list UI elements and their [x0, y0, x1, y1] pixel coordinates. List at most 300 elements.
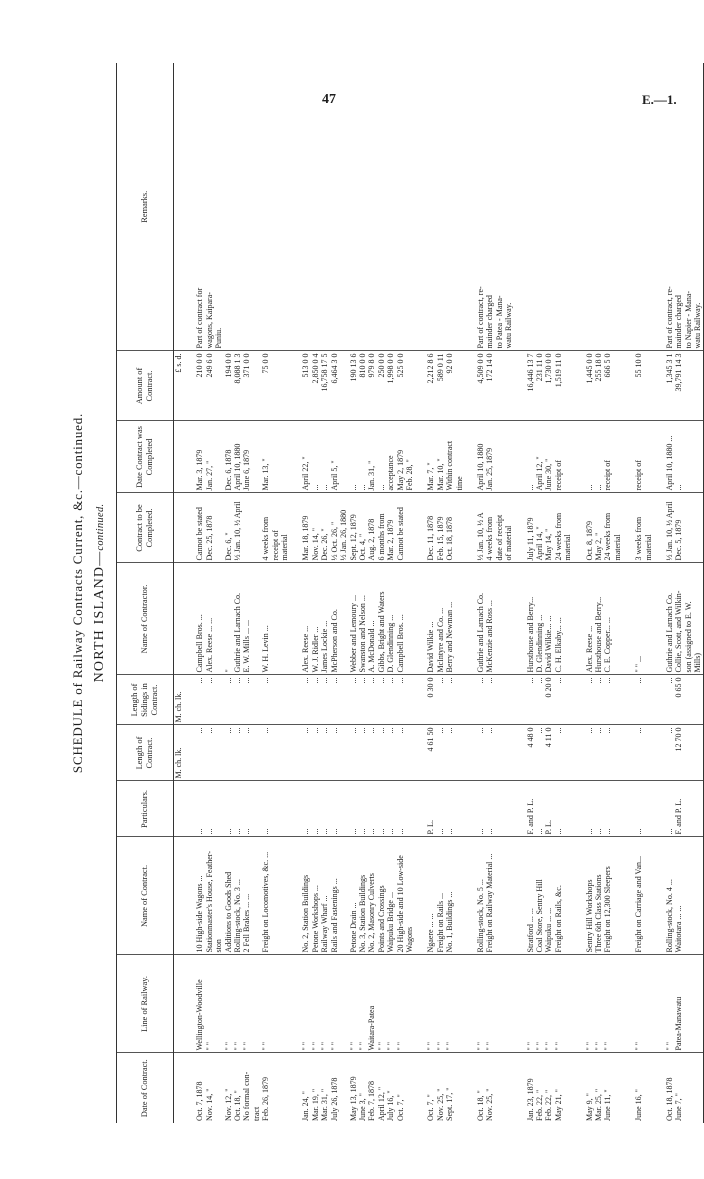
cell-completed: ...: [311, 421, 320, 493]
cell-particulars: ...: [311, 781, 320, 837]
cell-name: [339, 837, 348, 955]
cell-line: [613, 955, 622, 1053]
cell-particulars: [405, 781, 414, 837]
cell-completed: [613, 421, 622, 493]
table-row: [485, 63, 494, 1123]
cell-contractor: [339, 563, 348, 675]
cell-contractor: [252, 563, 261, 675]
cell-length: ...: [358, 725, 367, 781]
cell-name: Ngaere ... ...: [426, 837, 435, 955]
cell-to-complete: Sept. 12, 1879: [349, 493, 358, 563]
cell-sidings: [563, 675, 572, 725]
cell-date: April 12, ": [376, 1086, 386, 1121]
cell-sidings: ...: [367, 675, 376, 725]
table-row: [301, 63, 310, 1123]
cell-line: [693, 955, 703, 1053]
cell-remarks: [426, 63, 435, 351]
table-row: [377, 63, 386, 1123]
cell-length: 4 11 0: [544, 725, 553, 781]
cell-contractor: McPherson and Co.: [330, 563, 339, 675]
cell-remarks: mainder charged: [674, 63, 683, 351]
cell-date: [455, 1053, 464, 1123]
cell-to-complete: Aug. 2, 1878: [367, 493, 376, 563]
cell-length: [644, 725, 653, 781]
cell-remarks: [405, 63, 414, 351]
cell-date: Nov. 25, ": [435, 1088, 445, 1121]
cell-to-complete: [684, 493, 693, 563]
cell-particulars: F. and P. L.: [674, 781, 683, 837]
cell-particulars: [684, 781, 693, 837]
cell-amount: 1,519 11 0: [554, 351, 563, 421]
cell-particulars: ...: [585, 781, 594, 837]
cell-line: " ": [301, 955, 310, 1053]
cell-contractor: [455, 563, 464, 675]
cell-completed: April 12, ": [535, 421, 544, 493]
cell-length: ...: [594, 725, 603, 781]
cell-amount: 2,850 0 4: [311, 351, 320, 421]
cell-length: ...: [301, 725, 310, 781]
cell-particulars: P. L.: [544, 781, 553, 837]
cell-line: " ": [594, 955, 603, 1053]
cell-length: ...: [665, 725, 674, 781]
cell-line: [339, 955, 348, 1053]
cell-sidings: ...: [311, 675, 320, 725]
rotated-schedule: [66, 63, 703, 1123]
cell-amount: 4,509 0 0: [476, 351, 485, 421]
cell-line: " ": [603, 955, 612, 1053]
cell-to-complete: of material: [504, 493, 513, 563]
cell-to-complete: [693, 493, 703, 563]
cell-line: " ": [311, 955, 320, 1053]
cell-sidings: ...: [585, 675, 594, 725]
cell-length: [252, 725, 261, 781]
cell-name: Three 6th Class Stations: [594, 837, 603, 955]
cell-contractor: ": [224, 563, 233, 675]
cell-amount: 1,730 0 0: [544, 351, 553, 421]
cell-length: [280, 725, 289, 781]
cell-sidings: [280, 675, 289, 725]
table-row: [563, 63, 572, 1123]
cell-to-complete: 3 weeks from: [634, 493, 643, 563]
cell-contractor: [214, 563, 223, 675]
cell-remarks: [594, 63, 603, 351]
cell-completed: [504, 421, 513, 493]
cell-name: [684, 837, 693, 955]
cell-particulars: ...: [377, 781, 386, 837]
cell-date: June 7, ": [674, 1093, 684, 1121]
cell-remarks: [233, 63, 242, 351]
cell-contractor: [495, 563, 504, 675]
cell-particulars: ...: [386, 781, 395, 837]
cell-line: [684, 955, 693, 1053]
cell-name: Points and Crossings: [377, 837, 386, 955]
cell-to-complete: ½ Jan. 10, ½ April: [233, 493, 242, 563]
cell-line: " ": [386, 955, 395, 1053]
col-length: Length of Contract.: [117, 725, 174, 781]
cell-particulars: ...: [485, 781, 494, 837]
cell-line: [495, 955, 504, 1053]
cell-name: Wagons: [405, 837, 414, 955]
cell-sidings: ...: [386, 675, 395, 725]
cell-sidings: ...: [242, 675, 251, 725]
cell-completed: April 22, ": [301, 421, 310, 493]
cell-completed: [563, 421, 572, 493]
cell-name: Freight on 12,300 Sleepers: [603, 837, 612, 955]
cell-amount: 210 0 0: [195, 351, 204, 421]
cell-line: [280, 955, 289, 1053]
cell-completed: Jan. 27, ": [205, 421, 214, 493]
group-spacer: [464, 63, 476, 1123]
cell-completed: ...: [349, 421, 358, 493]
cell-name: No. 2, Station Buildings: [301, 837, 310, 955]
cell-name: Sentry Hill Workshops: [585, 837, 594, 955]
cell-to-complete: Dec. 25, 1878: [205, 493, 214, 563]
cell-sidings: ...: [195, 675, 204, 725]
cell-to-complete: material: [644, 493, 653, 563]
cell-length: ...: [585, 725, 594, 781]
cell-particulars: [455, 781, 464, 837]
table-row: [504, 63, 513, 1123]
cell-completed: May 2, 1879: [396, 421, 405, 493]
cell-particulars: [271, 781, 280, 837]
cell-length: [693, 725, 703, 781]
cell-particulars: ...: [233, 781, 242, 837]
cell-name: [271, 837, 280, 955]
cell-amount: [455, 351, 464, 421]
cell-name: Additions to Goods Shed: [224, 837, 233, 955]
cell-completed: ...: [358, 421, 367, 493]
cell-to-complete: [214, 493, 223, 563]
cell-amount: 172 14 0: [485, 351, 494, 421]
cell-line: " ": [320, 955, 329, 1053]
cell-line: Patea-Manawatu: [674, 955, 683, 1053]
cell-particulars: ...: [367, 781, 376, 837]
cell-remarks: to Napier - Mana-: [684, 63, 693, 351]
cell-completed: Mar. 10, ": [436, 421, 445, 493]
cell-particulars: ...: [330, 781, 339, 837]
table-row: [554, 63, 563, 1123]
cell-sidings: ...: [261, 675, 270, 725]
cell-to-complete: Nov. 14, ": [311, 493, 320, 563]
table-row: [544, 63, 553, 1123]
cell-contractor: David Wilkie ...: [426, 563, 435, 675]
cell-contractor: C. H. Elkaby... ...: [554, 563, 563, 675]
table-row: [396, 63, 405, 1123]
cell-sidings: [644, 675, 653, 725]
cell-line: [504, 955, 513, 1053]
table-row: [330, 63, 339, 1123]
cell-remarks: [436, 63, 445, 351]
cell-remarks: [563, 63, 572, 351]
cell-name: [252, 837, 261, 955]
cell-length: ...: [367, 725, 376, 781]
cell-sidings: ...: [526, 675, 535, 725]
cell-sidings: [214, 675, 223, 725]
cell-remarks: [339, 63, 348, 351]
cell-completed: Within contract: [445, 421, 454, 493]
cell-name: Freight on Rails, &c.: [554, 837, 563, 955]
cell-sidings: [271, 675, 280, 725]
cell-completed: Feb. 28, ": [405, 421, 414, 493]
cell-particulars: ...: [665, 781, 674, 837]
cell-remarks: [224, 63, 233, 351]
cell-remarks: wagons, Kaipara-: [205, 63, 214, 351]
cell-amount: 250 0 0: [377, 351, 386, 421]
cell-contractor: [271, 563, 280, 675]
cell-name: Freight on Carriage and Van...: [634, 837, 643, 955]
cell-length: [684, 725, 693, 781]
table-row: [339, 63, 348, 1123]
cell-length: ...: [195, 725, 204, 781]
cell-remarks: to Patea - Mana-: [495, 63, 504, 351]
table-row: [644, 63, 653, 1123]
cell-line: " ": [261, 955, 270, 1053]
cell-date: [214, 1053, 223, 1123]
cell-amount: [271, 351, 280, 421]
cell-amount: [613, 351, 622, 421]
cell-date: Feb. 7, 1878: [367, 1081, 377, 1121]
cell-name: No. 3, Station Buildings: [358, 837, 367, 955]
cell-amount: [563, 351, 572, 421]
cell-completed: ...: [526, 421, 535, 493]
cell-length: [613, 725, 622, 781]
cell-remarks: [585, 63, 594, 351]
cell-name: Waipuku Bridge ...: [386, 837, 395, 955]
table-row: [214, 63, 223, 1123]
cell-particulars: ...: [261, 781, 270, 837]
cell-to-complete: material: [280, 493, 289, 563]
cell-name: ston: [214, 837, 223, 955]
cell-date: May 13, 1879: [348, 1076, 358, 1121]
cell-remarks: [396, 63, 405, 351]
cell-sidings: [339, 675, 348, 725]
cell-date: Mar. 19, ": [310, 1088, 320, 1121]
cell-date: May 9, ": [584, 1093, 594, 1121]
document-subtitle: [92, 63, 108, 1123]
cell-contractor: [563, 563, 572, 675]
cell-sidings: ...: [445, 675, 454, 725]
cell-amount: 92 0 0: [445, 351, 454, 421]
cell-completed: ...: [585, 421, 594, 493]
cell-length: [504, 725, 513, 781]
cell-length: ...: [311, 725, 320, 781]
table-row: [665, 63, 674, 1123]
cell-date: Mar. 31, ": [320, 1088, 330, 1121]
cell-line: " ": [436, 955, 445, 1053]
group-spacer: [653, 63, 665, 1123]
cell-contractor: Hursthouse and Berry...: [526, 563, 535, 675]
cell-line: " ": [330, 955, 339, 1053]
cell-to-complete: Cannot be stated: [195, 493, 204, 563]
cell-remarks: mainder charged: [485, 63, 494, 351]
cell-completed: [693, 421, 703, 493]
cell-completed: April 10, 1880: [233, 421, 242, 493]
cell-sidings: ...: [436, 675, 445, 725]
cell-particulars: [644, 781, 653, 837]
cell-name: Freight on Locomotives, &c. ...: [261, 837, 270, 955]
cell-line: " ": [224, 955, 233, 1053]
cell-name: No. 2, Masonry Culverts: [367, 837, 376, 955]
page-number: 47: [322, 92, 336, 107]
cell-particulars: ...: [445, 781, 454, 837]
cell-particulars: ...: [349, 781, 358, 837]
cell-date: [693, 1053, 703, 1123]
unit-length: M. ch. lk.: [174, 725, 184, 781]
cell-particulars: ...: [358, 781, 367, 837]
cell-sidings: [613, 675, 622, 725]
cell-amount: 249 6 0: [205, 351, 214, 421]
cell-contractor: Alex. Reese ...: [585, 563, 594, 675]
cell-contractor: McIntyre and Co. ...: [436, 563, 445, 675]
cell-length: ...: [349, 725, 358, 781]
cell-line: [214, 955, 223, 1053]
cell-to-complete: Oct. 4, ": [358, 493, 367, 563]
cell-date: June 16, ": [634, 1089, 644, 1121]
cell-contractor: [280, 563, 289, 675]
cell-remarks: [271, 63, 280, 351]
cell-length: ...: [535, 725, 544, 781]
cell-contractor: " " ...: [634, 563, 643, 675]
cell-completed: Jan. 25, 1879: [485, 421, 494, 493]
cell-amount: 2,212 8 6: [426, 351, 435, 421]
cell-name: [495, 837, 504, 955]
cell-amount: 6,464 3 0: [330, 351, 339, 421]
cell-remarks: [544, 63, 553, 351]
cell-remarks: [445, 63, 454, 351]
cell-length: ...: [554, 725, 563, 781]
table-row: [205, 63, 214, 1123]
cell-to-complete: 24 weeks from: [603, 493, 612, 563]
cell-particulars: ...: [320, 781, 329, 837]
cell-name: 10 High-side Wagons ...: [195, 837, 204, 955]
cell-completed: Jan. 31, ": [367, 421, 376, 493]
col-remarks: Remarks.: [117, 63, 174, 351]
cell-remarks: [644, 63, 653, 351]
cell-to-complete: receipt of: [271, 493, 280, 563]
cell-amount: [405, 351, 414, 421]
cell-date: Oct. 18, ": [233, 1090, 243, 1121]
cell-sidings: ...: [377, 675, 386, 725]
cell-sidings: 0 65 0: [674, 675, 683, 725]
cell-sidings: ...: [476, 675, 485, 725]
cell-name: Rails and Fastenings ...: [330, 837, 339, 955]
cell-amount: 16,758 17 5: [320, 351, 329, 421]
cell-amount: 8,088 1 3: [233, 351, 242, 421]
cell-line: " ": [426, 955, 435, 1053]
cell-sidings: ...: [205, 675, 214, 725]
cell-remarks: Part of contract, re-: [476, 63, 485, 351]
cell-amount: 371 0 0: [242, 351, 251, 421]
cell-length: ...: [396, 725, 405, 781]
cell-to-complete: Dec. 6, ": [224, 493, 233, 563]
cell-contractor: [644, 563, 653, 675]
cell-amount: 55 10 0: [634, 351, 643, 421]
cell-amount: [684, 351, 693, 421]
cell-completed: ...: [674, 421, 683, 493]
col-to-complete: Contract to be Completed.: [117, 493, 174, 563]
cell-remarks: [603, 63, 612, 351]
cell-amount: [214, 351, 223, 421]
subtitle-text: NORTH ISLAND—: [92, 550, 107, 683]
cell-line: " ": [544, 955, 553, 1053]
cell-remarks: [554, 63, 563, 351]
cell-line: " ": [445, 955, 454, 1053]
cell-to-complete: Oct. 18, 1878: [445, 493, 454, 563]
cell-to-complete: Cannot be stated: [396, 493, 405, 563]
cell-length: ...: [224, 725, 233, 781]
cell-to-complete: 24 weeks from: [554, 493, 563, 563]
cell-line: [271, 955, 280, 1053]
cell-particulars: ...: [205, 781, 214, 837]
cell-completed: [339, 421, 348, 493]
table-row: [386, 63, 395, 1123]
cell-name: [563, 837, 572, 955]
cell-particulars: ...: [634, 781, 643, 837]
table-row: [252, 63, 261, 1123]
table-row: [495, 63, 504, 1123]
cell-line: " ": [526, 955, 535, 1053]
cell-length: ...: [603, 725, 612, 781]
table-row: [261, 63, 270, 1123]
cell-particulars: ...: [242, 781, 251, 837]
cell-name: Freight on Railway Material ...: [485, 837, 494, 955]
cell-completed: June 30, ": [544, 421, 553, 493]
cell-contractor: [504, 563, 513, 675]
cell-length: 4 48 0: [526, 725, 535, 781]
cell-date: [271, 1053, 280, 1123]
cell-particulars: ...: [224, 781, 233, 837]
cell-completed: [252, 421, 261, 493]
cell-remarks: [455, 63, 464, 351]
table-row: [585, 63, 594, 1123]
cell-to-complete: Oct. 8, 1879: [585, 493, 594, 563]
cell-to-complete: May 14, ": [544, 493, 553, 563]
cell-name: [693, 837, 703, 955]
cell-date: No formal con-: [242, 1071, 252, 1121]
cell-contractor: David Wilkie... ...: [544, 563, 553, 675]
cell-line: " ": [349, 955, 358, 1053]
cell-amount: [280, 351, 289, 421]
cell-to-complete: 6 months from: [377, 493, 386, 563]
cell-length: [495, 725, 504, 781]
cell-line: " ": [554, 955, 563, 1053]
cell-remarks: [252, 63, 261, 351]
table-row: [594, 63, 603, 1123]
cell-sidings: ...: [554, 675, 563, 725]
cell-date: Mar. 25, ": [594, 1088, 604, 1121]
table-row: [445, 63, 454, 1123]
cell-name: [455, 837, 464, 955]
cell-length: ...: [386, 725, 395, 781]
group-spacer: [289, 63, 301, 1123]
cell-to-complete: July 11, 1879: [526, 493, 535, 563]
cell-date: Oct. 18, 1878: [665, 1077, 675, 1121]
cell-remarks: [349, 63, 358, 351]
cell-line: " ": [476, 955, 485, 1053]
cell-to-complete: date of receipt: [495, 493, 504, 563]
cell-line: " ": [634, 955, 643, 1053]
cell-contractor: E. W. Mills ... ...: [242, 563, 251, 675]
cell-date: May 21, ": [553, 1089, 563, 1121]
cell-date: Nov. 12, ": [223, 1088, 233, 1121]
cell-to-complete: Mar. 2, 1879: [386, 493, 395, 563]
cell-particulars: [613, 781, 622, 837]
cell-sidings: ...: [634, 675, 643, 725]
cell-to-complete: material: [613, 493, 622, 563]
units-row: [174, 63, 184, 1123]
group-spacer: [573, 63, 585, 1123]
cell-to-complete: Dec. 5, 1879: [674, 493, 683, 563]
